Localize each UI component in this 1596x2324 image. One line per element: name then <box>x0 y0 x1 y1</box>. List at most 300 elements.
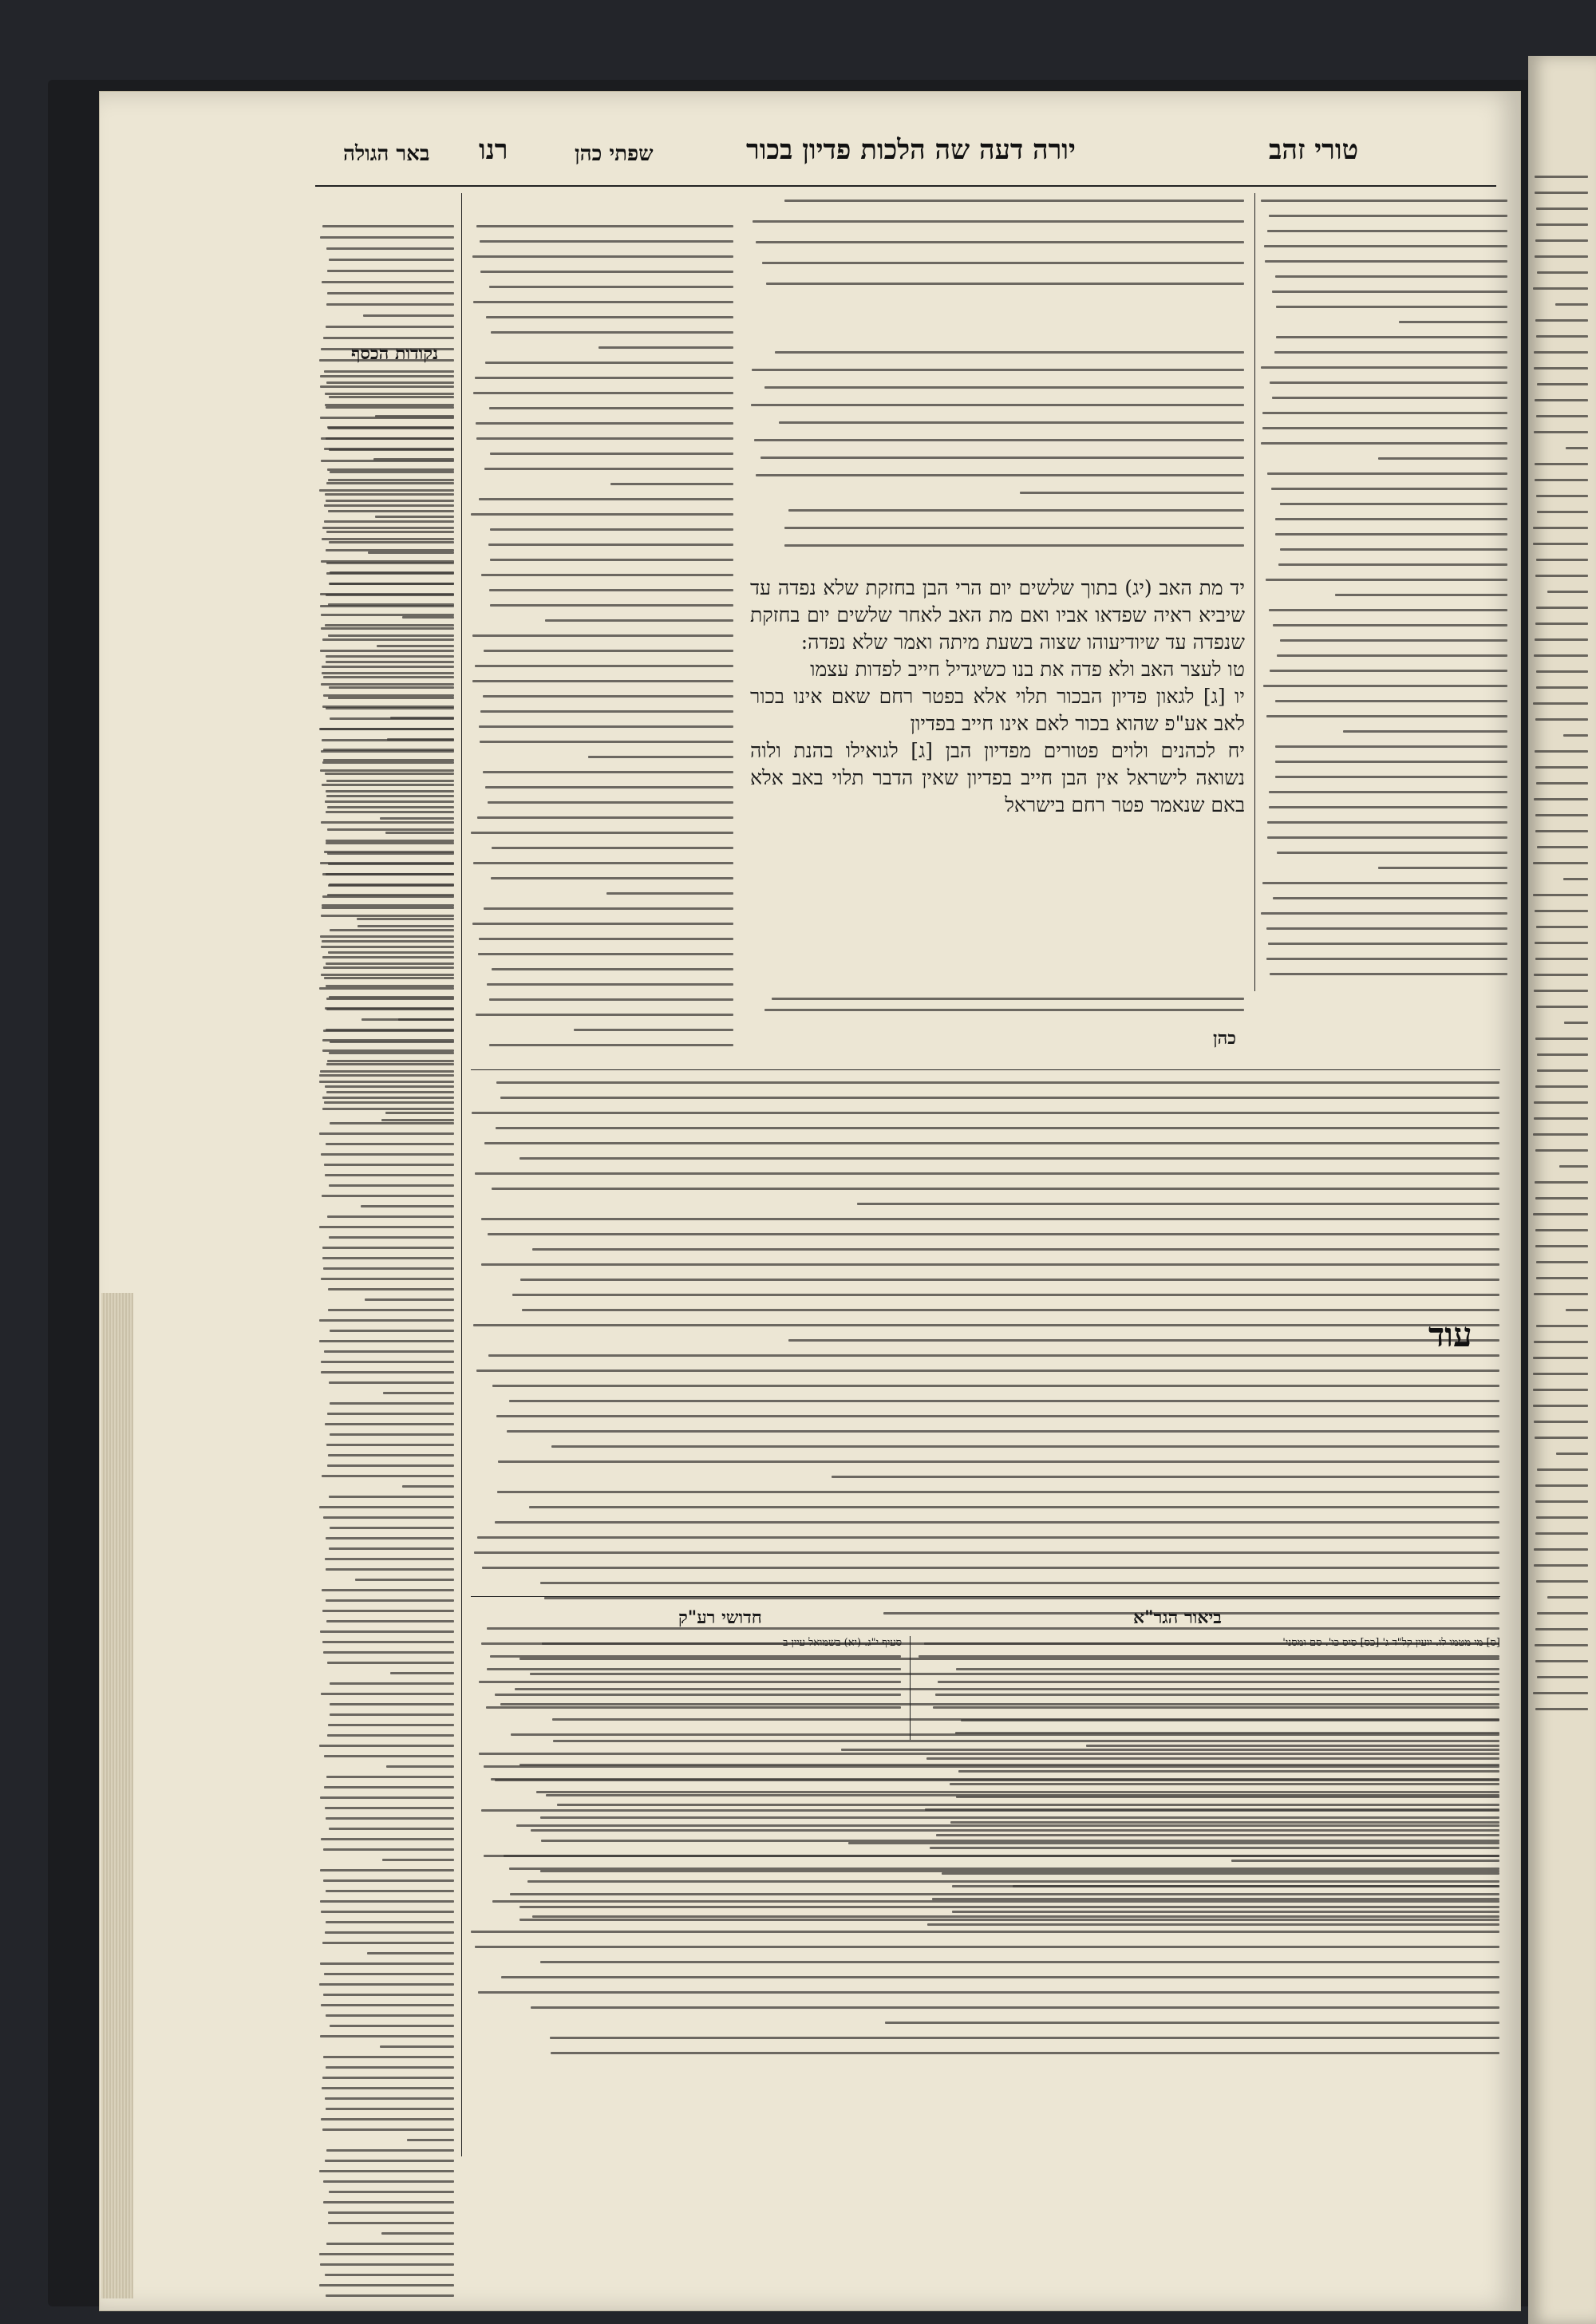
text-line <box>487 983 733 986</box>
text-line <box>490 604 733 607</box>
text-line <box>328 510 454 512</box>
text-line <box>1533 894 1588 896</box>
text-line <box>1534 798 1588 800</box>
text-line <box>1270 381 1507 384</box>
text-line <box>320 769 454 772</box>
text-line <box>324 520 454 523</box>
text-line <box>1559 1165 1588 1168</box>
shakh-column <box>471 225 734 1071</box>
text-line <box>479 1681 901 1683</box>
text-line <box>752 369 1244 371</box>
text-line <box>329 686 454 689</box>
text-line <box>320 935 454 938</box>
text-line <box>1536 686 1588 689</box>
text-line <box>320 375 454 377</box>
text-line <box>1534 367 1588 370</box>
text-line <box>772 998 1244 1000</box>
text-line <box>385 832 454 834</box>
text-line <box>323 966 454 969</box>
text-line <box>1537 1468 1588 1471</box>
text-line <box>475 377 733 379</box>
text-line <box>480 741 733 743</box>
text-line <box>1535 1437 1588 1439</box>
text-line <box>319 2170 454 2172</box>
text-line <box>1536 782 1588 785</box>
text-line <box>380 2045 454 2048</box>
text-line <box>330 1527 454 1529</box>
text-line <box>1535 1149 1588 1152</box>
text-line <box>1535 622 1588 625</box>
text-line <box>358 925 454 927</box>
main-paragraph-18: יח לכהנים ולוים פטורים מפדיון הבן [ג] לגואילו בהנת ולוה נשואה לישראל אין הבן חייב בפדיון שאין הדבר תלוי באב אלא באם שנאמר פטר רחם בישראל <box>750 739 1245 816</box>
text-line <box>545 619 733 622</box>
text-line <box>955 1732 1499 1734</box>
text-line <box>1263 685 1507 687</box>
text-line <box>322 225 454 227</box>
text-line <box>956 1668 1499 1670</box>
text-line <box>326 998 454 1000</box>
text-line <box>328 697 454 699</box>
text-line <box>385 1112 454 1114</box>
kohen-caption: כהן <box>1213 1028 1237 1049</box>
text-line <box>330 2025 454 2027</box>
text-line <box>918 1655 1499 1658</box>
text-line <box>1270 973 1507 975</box>
text-line <box>326 1890 454 1892</box>
text-line <box>1535 942 1588 944</box>
text-line <box>1277 654 1507 657</box>
text-line <box>323 676 454 678</box>
text-line <box>329 883 454 886</box>
text-line <box>476 225 733 227</box>
header-turei-zahav: טורי זהב <box>1269 134 1359 166</box>
text-line <box>475 665 733 667</box>
text-line <box>1555 303 1588 306</box>
text-line <box>323 1267 454 1270</box>
text-line <box>329 1184 454 1187</box>
text-line <box>1276 306 1507 308</box>
text-line <box>1261 200 1507 202</box>
text-line <box>1536 926 1588 928</box>
text-line <box>407 2139 454 2141</box>
text-line <box>1535 910 1588 912</box>
text-line <box>472 1112 1499 1114</box>
text-line <box>322 2128 454 2131</box>
text-line <box>324 1164 454 1166</box>
text-line <box>1535 814 1588 816</box>
text-line <box>512 1294 1499 1296</box>
text-line <box>1537 1053 1588 1056</box>
text-line <box>753 220 1244 223</box>
text-line <box>319 1319 454 1322</box>
text-line <box>326 326 454 328</box>
text-line <box>326 406 454 409</box>
text-line <box>1534 1341 1588 1343</box>
text-line <box>1264 245 1507 247</box>
text-line <box>1280 548 1507 551</box>
text-line <box>1269 215 1507 217</box>
text-line <box>504 1855 1499 1857</box>
text-line <box>491 1778 1499 1781</box>
text-line <box>495 1521 1499 1524</box>
main-paragraph-15: טו לעצר האב ולא פדה את בנו כשיגדיל חייב לפדות עצמו <box>810 658 1245 681</box>
text-line <box>322 1257 454 1259</box>
text-line <box>1534 1117 1588 1120</box>
column-divider <box>461 193 462 2156</box>
text-line <box>1280 639 1507 642</box>
text-line <box>1537 1676 1588 1678</box>
text-line <box>322 1049 454 1052</box>
text-line <box>324 370 454 373</box>
text-line <box>327 852 454 855</box>
text-line <box>326 811 454 813</box>
text-line <box>857 1203 1499 1205</box>
text-line <box>326 572 454 575</box>
text-line <box>319 1132 454 1135</box>
text-line <box>488 543 733 546</box>
text-line <box>484 1142 1499 1144</box>
text-line <box>319 1983 454 1986</box>
text-line <box>1278 563 1507 566</box>
text-line <box>1273 624 1507 626</box>
text-line <box>481 1263 1499 1266</box>
text-line <box>497 1491 1499 1493</box>
text-line <box>325 2097 454 2100</box>
text-line <box>319 2253 454 2255</box>
text-line <box>1535 1644 1588 1646</box>
text-line <box>330 717 454 720</box>
text-line <box>472 923 733 925</box>
text-line <box>1275 776 1507 778</box>
text-line <box>477 1536 1499 1539</box>
text-line <box>1535 1500 1588 1503</box>
text-line <box>321 1371 454 1373</box>
text-line <box>320 1900 454 1903</box>
text-line <box>1537 383 1588 385</box>
text-line <box>321 821 454 824</box>
text-line <box>326 842 454 844</box>
text-line <box>326 707 454 709</box>
text-line <box>1535 1660 1588 1662</box>
text-line <box>319 987 454 990</box>
biur-hagra-title: ביאור הגר"א <box>1133 1607 1222 1628</box>
bottom-divider <box>910 1636 911 1740</box>
text-line <box>1277 852 1507 854</box>
text-line <box>322 2087 454 2089</box>
text-line <box>325 2274 454 2276</box>
text-line <box>1533 702 1588 705</box>
text-line <box>487 1627 1499 1630</box>
text-line <box>488 1354 1499 1357</box>
text-line <box>492 1385 1499 1387</box>
text-line <box>328 1309 454 1311</box>
text-line <box>327 894 454 896</box>
text-line <box>1270 670 1507 672</box>
text-line <box>1535 1038 1588 1040</box>
text-line <box>492 968 733 970</box>
text-line <box>1275 518 1507 520</box>
taz-column-top <box>1261 200 1508 998</box>
header-page-number: רנו <box>479 134 508 166</box>
text-line <box>754 439 1244 441</box>
text-line <box>1335 594 1507 596</box>
text-line <box>1534 1293 1588 1295</box>
text-line <box>885 2022 1499 2024</box>
raek-first-line: סעיף י"ג. (יא) בשמואל עיין ב <box>783 1637 902 1649</box>
text-line <box>472 634 733 637</box>
text-line <box>326 1091 454 1093</box>
od-word: עוד <box>1428 1315 1472 1354</box>
text-line <box>1537 1612 1588 1615</box>
text-line <box>1535 638 1588 641</box>
text-line <box>330 1402 454 1405</box>
text-line <box>485 362 733 364</box>
text-line <box>1269 806 1507 808</box>
text-line <box>326 790 454 792</box>
text-line <box>531 1829 1499 1832</box>
text-line <box>1566 447 1588 449</box>
text-line <box>1535 1229 1588 1231</box>
main-paragraph-17: יו [ג] לגאון פדיון הבכור תלוי אלא בפטר רחם שאם אינו בכור לאב אע"פ שהוא בכור לאם אינו חייב בפדיון <box>750 685 1245 735</box>
text-line <box>327 1734 454 1737</box>
text-line <box>1534 1421 1588 1423</box>
text-line <box>320 1962 454 1965</box>
text-line <box>482 1567 1499 1569</box>
text-line <box>481 574 733 576</box>
text-line <box>519 1919 1499 1921</box>
text-line <box>324 1350 454 1353</box>
text-line <box>935 1694 1499 1696</box>
text-line <box>325 1423 454 1425</box>
text-line <box>327 1060 454 1062</box>
text-line <box>402 1485 454 1488</box>
text-line <box>487 1668 901 1670</box>
text-line <box>328 1454 454 1456</box>
text-line <box>325 1807 454 1809</box>
text-line <box>1535 176 1588 178</box>
text-line <box>544 1597 1499 1599</box>
text-line <box>491 331 733 334</box>
text-line <box>324 448 454 450</box>
text-line <box>1536 559 1588 561</box>
text-line <box>1534 990 1588 992</box>
text-line <box>1280 503 1507 505</box>
text-line <box>471 513 733 516</box>
page-edges <box>101 1293 133 2298</box>
text-line <box>476 422 733 425</box>
text-line <box>1020 492 1244 494</box>
text-line <box>1267 821 1507 824</box>
text-line <box>326 1444 454 1446</box>
text-line <box>500 1097 1499 1099</box>
text-line <box>760 457 1244 459</box>
text-line <box>323 2201 454 2203</box>
text-line <box>326 1921 454 1923</box>
text-line <box>320 1796 454 1799</box>
header-title: יורה דעה שה הלכות פדיון בכור <box>746 134 1076 166</box>
text-line <box>1547 591 1588 593</box>
text-line <box>326 437 454 440</box>
text-line <box>321 2004 454 2006</box>
text-line <box>323 1651 454 1654</box>
text-line <box>330 1122 454 1124</box>
text-line <box>1535 575 1588 577</box>
text-line <box>1269 791 1507 793</box>
text-line <box>327 292 454 294</box>
text-line <box>326 1599 454 1602</box>
text-line <box>326 655 454 658</box>
text-line <box>473 301 733 303</box>
text-line <box>1536 1325 1588 1327</box>
text-line <box>321 1838 454 1840</box>
text-line <box>490 1655 901 1658</box>
text-line <box>610 483 733 485</box>
text-line <box>325 2160 454 2162</box>
text-line <box>319 1226 454 1228</box>
text-line <box>321 614 454 616</box>
text-line <box>322 873 454 875</box>
text-line <box>326 2294 454 2297</box>
text-line <box>1378 457 1507 460</box>
text-line <box>529 1506 1499 1508</box>
text-line <box>322 281 454 283</box>
text-line <box>1535 1708 1588 1710</box>
text-line <box>489 589 733 591</box>
text-line <box>489 407 733 409</box>
text-line <box>1266 927 1507 930</box>
text-line <box>479 725 733 728</box>
text-line <box>326 1817 454 1820</box>
text-line <box>507 1430 1499 1433</box>
text-line <box>1534 974 1588 976</box>
text-line <box>330 1433 454 1436</box>
text-line <box>1276 336 1507 338</box>
text-line <box>520 1279 1499 1281</box>
text-line <box>479 498 733 500</box>
text-line <box>319 1745 454 1747</box>
text-line <box>324 977 454 979</box>
text-line <box>509 1400 1499 1402</box>
text-line <box>492 847 733 849</box>
text-line <box>848 1842 1499 1844</box>
text-line <box>386 1765 454 1768</box>
text-line <box>321 2118 454 2120</box>
text-line <box>484 1765 1499 1768</box>
text-line <box>1537 846 1588 848</box>
text-line <box>1535 718 1588 721</box>
chiddushei-raek-column <box>479 1642 902 1730</box>
nekudot-hakesef-column <box>319 375 455 2306</box>
text-line <box>1267 230 1507 232</box>
text-line <box>327 270 454 272</box>
text-line <box>481 1218 1499 1220</box>
text-line <box>330 1703 454 1705</box>
text-line <box>326 1143 454 1145</box>
text-line <box>756 241 1244 243</box>
text-line <box>1275 745 1507 748</box>
gloss-line <box>750 998 1245 1022</box>
text-line <box>326 500 454 502</box>
text-line <box>751 404 1244 406</box>
text-line <box>320 593 454 595</box>
text-line <box>489 286 733 288</box>
text-line <box>323 1848 454 1851</box>
text-line <box>321 1278 454 1280</box>
text-line <box>319 1506 454 1508</box>
text-line <box>961 1719 1499 1721</box>
text-line <box>1536 1516 1588 1519</box>
text-line <box>319 2284 454 2286</box>
text-line <box>322 1610 454 1612</box>
text-line <box>486 1706 901 1709</box>
text-line <box>383 1392 454 1394</box>
text-line <box>475 1172 1499 1175</box>
text-line <box>479 938 733 940</box>
text-line <box>484 907 733 910</box>
text-line <box>1266 715 1507 717</box>
text-line <box>320 236 454 239</box>
text-line <box>322 904 454 907</box>
text-line <box>1533 1405 1588 1407</box>
text-line <box>483 771 733 773</box>
text-line <box>598 346 733 349</box>
text-line <box>1533 527 1588 529</box>
text-line <box>1262 412 1507 414</box>
text-line <box>1261 366 1507 369</box>
text-line <box>476 1014 733 1016</box>
text-line <box>784 200 1244 202</box>
text-line <box>330 1682 454 1685</box>
text-line <box>1399 321 1507 323</box>
text-line <box>1535 1245 1588 1247</box>
text-line <box>329 1381 454 1384</box>
text-line <box>320 417 454 419</box>
text-line <box>1262 882 1507 884</box>
text-line <box>326 2066 454 2069</box>
text-line <box>788 509 1244 512</box>
text-line <box>1563 734 1588 737</box>
text-line <box>1536 495 1588 497</box>
bottom-rule <box>471 1596 1500 1597</box>
text-line <box>779 421 1244 424</box>
text-line <box>489 1044 733 1046</box>
text-line <box>1535 750 1588 753</box>
bottom-footnotes <box>479 1740 1500 1939</box>
text-line <box>574 1029 733 1031</box>
text-line <box>321 946 454 948</box>
text-line <box>1267 472 1507 475</box>
text-line <box>1536 415 1588 417</box>
text-line <box>472 680 733 682</box>
main-text-notes <box>750 351 1245 567</box>
text-line <box>536 1791 1499 1793</box>
column-divider-right <box>1254 193 1255 991</box>
text-line <box>1535 958 1588 960</box>
text-line <box>764 1009 1244 1011</box>
text-line <box>1535 192 1588 194</box>
text-line <box>473 862 733 864</box>
text-line <box>326 303 454 306</box>
text-line <box>1261 442 1507 445</box>
text-line <box>480 710 733 713</box>
text-line <box>320 1869 454 1871</box>
text-line <box>329 1828 454 1830</box>
text-line <box>478 953 733 955</box>
text-line <box>327 1413 454 1415</box>
text-line <box>477 816 733 819</box>
text-line <box>326 531 454 533</box>
text-line <box>540 1582 1499 1584</box>
